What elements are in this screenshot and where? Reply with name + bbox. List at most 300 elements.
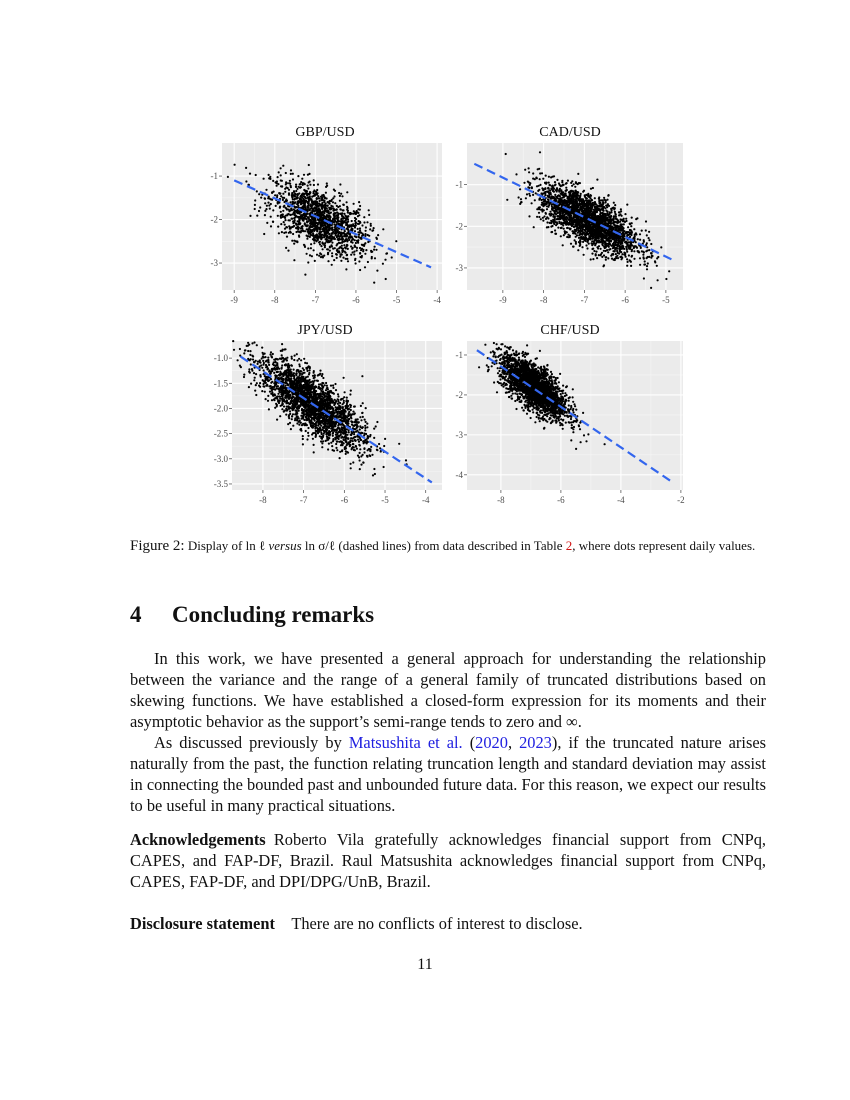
data-point bbox=[594, 226, 596, 228]
data-point bbox=[616, 225, 618, 227]
data-point bbox=[313, 210, 315, 212]
data-point bbox=[337, 230, 339, 232]
data-point bbox=[331, 445, 333, 447]
data-point bbox=[336, 249, 338, 251]
data-point bbox=[289, 201, 291, 203]
data-point bbox=[592, 248, 594, 250]
data-point bbox=[598, 241, 600, 243]
data-point bbox=[340, 233, 342, 235]
data-point bbox=[588, 200, 590, 202]
x-tick-label: -4 bbox=[433, 295, 441, 305]
data-point bbox=[331, 252, 333, 254]
data-point bbox=[526, 193, 528, 195]
data-point bbox=[366, 221, 368, 223]
data-point bbox=[333, 208, 335, 210]
data-point bbox=[343, 244, 345, 246]
data-point bbox=[302, 367, 304, 369]
data-point bbox=[575, 206, 577, 208]
data-point bbox=[524, 169, 526, 171]
data-point bbox=[359, 252, 361, 254]
data-point bbox=[260, 197, 262, 199]
data-point bbox=[285, 208, 287, 210]
data-point bbox=[275, 205, 277, 207]
data-point bbox=[625, 246, 627, 248]
panel-title: CAD/USD bbox=[539, 125, 601, 140]
data-point bbox=[646, 265, 648, 267]
data-point bbox=[596, 179, 598, 181]
data-point bbox=[605, 256, 607, 258]
data-point bbox=[605, 250, 607, 252]
data-point bbox=[575, 241, 577, 243]
data-point bbox=[332, 435, 334, 437]
data-point bbox=[353, 203, 355, 205]
data-point bbox=[253, 372, 255, 374]
data-point bbox=[277, 215, 279, 217]
data-point bbox=[505, 153, 507, 155]
data-point bbox=[639, 264, 641, 266]
data-point bbox=[554, 194, 556, 196]
data-point bbox=[560, 217, 562, 219]
data-point bbox=[601, 242, 603, 244]
data-point bbox=[357, 231, 359, 233]
data-point bbox=[320, 235, 322, 237]
data-point bbox=[601, 256, 603, 258]
data-point bbox=[640, 247, 642, 249]
data-point bbox=[545, 175, 547, 177]
data-point bbox=[599, 210, 601, 212]
data-point bbox=[340, 208, 342, 210]
data-point bbox=[346, 222, 348, 224]
data-point bbox=[558, 222, 560, 224]
data-point bbox=[324, 197, 326, 199]
data-point bbox=[639, 257, 641, 259]
data-point bbox=[639, 239, 641, 241]
data-point bbox=[352, 247, 354, 249]
data-point bbox=[338, 438, 340, 440]
data-point bbox=[542, 220, 544, 222]
data-point bbox=[307, 185, 309, 187]
data-point bbox=[626, 258, 628, 260]
data-point bbox=[353, 253, 355, 255]
data-point bbox=[272, 209, 274, 211]
data-point bbox=[336, 244, 338, 246]
data-point bbox=[592, 236, 594, 238]
data-point bbox=[254, 199, 256, 201]
data-point bbox=[358, 220, 360, 222]
data-point bbox=[645, 250, 647, 252]
data-point bbox=[607, 222, 609, 224]
data-point bbox=[546, 191, 548, 193]
data-point bbox=[603, 197, 605, 199]
data-point bbox=[339, 457, 341, 459]
data-point bbox=[347, 248, 349, 250]
data-point bbox=[327, 210, 329, 212]
data-point bbox=[354, 226, 356, 228]
data-point bbox=[309, 233, 311, 235]
data-point bbox=[272, 221, 274, 223]
data-point bbox=[547, 187, 549, 189]
data-point bbox=[351, 242, 353, 244]
data-point bbox=[531, 202, 533, 204]
data-point bbox=[329, 240, 331, 242]
data-point bbox=[284, 224, 286, 226]
data-point bbox=[365, 249, 367, 251]
data-point bbox=[612, 219, 614, 221]
data-point bbox=[267, 202, 269, 204]
data-point bbox=[605, 232, 607, 234]
data-point bbox=[637, 238, 639, 240]
data-point bbox=[364, 427, 366, 429]
data-point bbox=[349, 234, 351, 236]
data-point bbox=[544, 194, 546, 196]
data-point bbox=[297, 202, 299, 204]
data-point bbox=[539, 172, 541, 174]
data-point bbox=[647, 256, 649, 258]
data-point bbox=[578, 224, 580, 226]
data-point bbox=[331, 229, 333, 231]
data-point bbox=[405, 459, 407, 461]
data-point bbox=[347, 211, 349, 213]
data-point bbox=[609, 237, 611, 239]
data-point bbox=[563, 219, 565, 221]
panel-title: GBP/USD bbox=[295, 125, 355, 140]
data-point bbox=[299, 230, 301, 232]
data-point bbox=[291, 240, 293, 242]
data-point bbox=[326, 235, 328, 237]
data-point bbox=[593, 210, 595, 212]
data-point bbox=[617, 236, 619, 238]
data-point bbox=[561, 192, 563, 194]
data-point bbox=[615, 229, 617, 231]
data-point bbox=[585, 211, 587, 213]
data-point bbox=[619, 256, 621, 258]
data-point bbox=[357, 228, 359, 230]
data-point bbox=[566, 227, 568, 229]
data-point bbox=[610, 235, 612, 237]
data-point bbox=[299, 197, 301, 199]
scatter-plot-jpy-usd bbox=[200, 323, 450, 503]
panel-gbp-usd bbox=[200, 125, 450, 305]
y-tick-label: -1 bbox=[455, 179, 463, 190]
data-point bbox=[588, 196, 590, 198]
data-point bbox=[329, 208, 331, 210]
data-point bbox=[330, 442, 332, 444]
data-point bbox=[643, 264, 645, 266]
data-point bbox=[541, 210, 543, 212]
data-point bbox=[371, 454, 373, 456]
data-point bbox=[336, 254, 338, 256]
x-tick-label: -8 bbox=[539, 295, 548, 305]
data-point bbox=[321, 242, 323, 244]
data-point bbox=[303, 358, 305, 360]
data-point bbox=[623, 218, 625, 220]
data-point bbox=[232, 340, 234, 342]
data-point bbox=[316, 204, 318, 206]
data-point bbox=[631, 250, 633, 252]
data-point bbox=[323, 200, 325, 202]
data-point bbox=[391, 256, 393, 258]
data-point bbox=[606, 213, 608, 215]
data-point bbox=[590, 188, 592, 190]
data-point bbox=[585, 244, 587, 246]
data-point bbox=[304, 204, 306, 206]
data-point bbox=[567, 224, 569, 226]
data-point bbox=[629, 259, 631, 261]
data-point bbox=[525, 197, 527, 199]
data-point bbox=[302, 184, 304, 186]
data-point bbox=[529, 184, 531, 186]
data-point bbox=[550, 198, 552, 200]
data-point bbox=[358, 201, 360, 203]
data-point bbox=[541, 202, 543, 204]
data-point bbox=[263, 178, 265, 180]
data-point bbox=[631, 217, 633, 219]
x-tick-label: -6 bbox=[621, 295, 629, 305]
data-point bbox=[603, 237, 605, 239]
data-point bbox=[337, 219, 339, 221]
data-point bbox=[591, 203, 593, 205]
data-point bbox=[344, 230, 346, 232]
data-point bbox=[276, 194, 278, 196]
data-point bbox=[648, 249, 650, 251]
data-point bbox=[343, 204, 345, 206]
data-point bbox=[617, 252, 619, 254]
data-point bbox=[281, 408, 283, 410]
data-point bbox=[538, 216, 540, 218]
data-point bbox=[574, 203, 576, 205]
data-point bbox=[565, 216, 567, 218]
data-point bbox=[314, 207, 316, 209]
data-point bbox=[620, 248, 622, 250]
data-point bbox=[323, 244, 325, 246]
data-point bbox=[586, 227, 588, 229]
data-point bbox=[293, 259, 295, 261]
data-point bbox=[282, 165, 284, 167]
data-point bbox=[282, 193, 284, 195]
data-point bbox=[531, 186, 533, 188]
data-point bbox=[597, 219, 599, 221]
data-point bbox=[568, 213, 570, 215]
data-point bbox=[598, 199, 600, 201]
data-point bbox=[311, 255, 313, 257]
data-point bbox=[269, 208, 271, 210]
data-point bbox=[609, 211, 611, 213]
data-point bbox=[315, 222, 317, 224]
data-point bbox=[253, 341, 255, 343]
data-point bbox=[577, 230, 579, 232]
data-point bbox=[345, 238, 347, 240]
data-point bbox=[538, 168, 540, 170]
data-point bbox=[583, 254, 585, 256]
data-point bbox=[307, 427, 309, 429]
data-point bbox=[283, 206, 285, 208]
data-point bbox=[341, 245, 343, 247]
data-point bbox=[552, 176, 554, 178]
data-point bbox=[322, 227, 324, 229]
data-point bbox=[646, 234, 648, 236]
data-point bbox=[543, 200, 545, 202]
data-point bbox=[337, 238, 339, 240]
data-point bbox=[351, 228, 353, 230]
data-point bbox=[372, 229, 374, 231]
data-point bbox=[287, 250, 289, 252]
data-point bbox=[324, 242, 326, 244]
data-point bbox=[614, 248, 616, 250]
data-point bbox=[566, 236, 568, 238]
data-point bbox=[641, 250, 643, 252]
data-point bbox=[579, 195, 581, 197]
data-point bbox=[265, 189, 267, 191]
data-point bbox=[382, 263, 384, 265]
data-point bbox=[656, 265, 658, 267]
data-point bbox=[377, 234, 379, 236]
data-point bbox=[274, 194, 276, 196]
data-point bbox=[595, 251, 597, 253]
data-point bbox=[543, 203, 545, 205]
data-point bbox=[620, 224, 622, 226]
data-point bbox=[282, 210, 284, 212]
data-point bbox=[650, 252, 652, 254]
x-tick-label: -6 bbox=[340, 495, 349, 505]
data-point bbox=[308, 198, 310, 200]
data-point bbox=[587, 239, 589, 241]
y-tick-label: -2 bbox=[210, 214, 218, 225]
data-point bbox=[574, 205, 576, 207]
data-point bbox=[630, 265, 632, 267]
data-point bbox=[343, 400, 345, 402]
y-tick-label: -3 bbox=[210, 258, 218, 269]
data-point bbox=[334, 202, 336, 204]
data-point bbox=[326, 230, 328, 232]
data-point bbox=[339, 235, 341, 237]
data-point bbox=[599, 220, 601, 222]
data-point bbox=[318, 220, 320, 222]
data-point bbox=[357, 418, 359, 420]
data-point bbox=[548, 176, 550, 178]
data-point bbox=[612, 236, 614, 238]
data-point bbox=[570, 222, 572, 224]
data-point bbox=[592, 258, 594, 260]
y-tick-label: -3.5 bbox=[213, 478, 228, 489]
data-point bbox=[302, 443, 304, 445]
data-point bbox=[323, 236, 325, 238]
data-point bbox=[284, 188, 286, 190]
data-point bbox=[342, 221, 344, 223]
data-point bbox=[358, 234, 360, 236]
data-point bbox=[357, 215, 359, 217]
data-point bbox=[335, 447, 337, 449]
data-point bbox=[271, 199, 273, 201]
data-point bbox=[527, 181, 529, 183]
data-point bbox=[307, 235, 309, 237]
data-point bbox=[280, 167, 282, 169]
data-point bbox=[570, 243, 572, 245]
data-point bbox=[549, 211, 551, 213]
data-point bbox=[629, 223, 631, 225]
data-point bbox=[297, 175, 299, 177]
data-point bbox=[590, 224, 592, 226]
data-point bbox=[650, 243, 652, 245]
data-point bbox=[576, 210, 578, 212]
data-point bbox=[559, 195, 561, 197]
data-point bbox=[269, 178, 271, 180]
data-point bbox=[350, 409, 352, 411]
data-point bbox=[361, 255, 363, 257]
data-point bbox=[557, 212, 559, 214]
data-point bbox=[605, 229, 607, 231]
data-point bbox=[346, 244, 348, 246]
data-point bbox=[295, 186, 297, 188]
data-point bbox=[596, 257, 598, 259]
data-point bbox=[519, 188, 521, 190]
x-tick-label: -4 bbox=[421, 495, 430, 505]
data-point bbox=[598, 231, 600, 233]
data-point bbox=[373, 227, 375, 229]
data-point bbox=[307, 174, 309, 176]
data-point bbox=[319, 204, 321, 206]
data-point bbox=[581, 210, 583, 212]
data-point bbox=[288, 194, 290, 196]
data-point bbox=[537, 190, 539, 192]
data-point bbox=[548, 193, 550, 195]
data-point bbox=[538, 199, 540, 201]
data-point bbox=[283, 201, 285, 203]
y-tick-label: -1.5 bbox=[213, 378, 228, 389]
data-point bbox=[313, 249, 315, 251]
data-point bbox=[345, 268, 347, 270]
data-point bbox=[547, 198, 549, 200]
data-point bbox=[310, 243, 312, 245]
data-point bbox=[337, 251, 339, 253]
data-point bbox=[319, 241, 321, 243]
data-point bbox=[557, 198, 559, 200]
data-point bbox=[608, 194, 610, 196]
data-point bbox=[294, 210, 296, 212]
x-tick-label: -5 bbox=[392, 295, 401, 305]
data-point bbox=[556, 206, 558, 208]
data-point bbox=[594, 244, 596, 246]
data-point bbox=[318, 255, 320, 257]
data-point bbox=[359, 209, 361, 211]
data-point bbox=[373, 282, 375, 284]
data-point bbox=[323, 206, 325, 208]
data-point bbox=[614, 211, 616, 213]
data-point bbox=[310, 230, 312, 232]
data-point bbox=[234, 164, 236, 166]
data-point bbox=[643, 277, 645, 279]
data-point bbox=[565, 183, 567, 185]
data-point bbox=[263, 233, 265, 235]
data-point bbox=[288, 225, 290, 227]
data-point bbox=[319, 200, 321, 202]
data-point bbox=[533, 226, 535, 228]
data-point bbox=[601, 209, 603, 211]
y-tick-label: -2.5 bbox=[213, 428, 228, 439]
data-point bbox=[615, 253, 617, 255]
data-point bbox=[600, 215, 602, 217]
data-point bbox=[556, 215, 558, 217]
data-point bbox=[290, 169, 292, 171]
data-point bbox=[307, 193, 309, 195]
data-point bbox=[319, 243, 321, 245]
data-point bbox=[293, 217, 295, 219]
data-point bbox=[334, 190, 336, 192]
data-point bbox=[633, 258, 635, 260]
data-point bbox=[309, 191, 311, 193]
data-point bbox=[543, 188, 545, 190]
data-point bbox=[295, 223, 297, 225]
data-point bbox=[626, 251, 628, 253]
